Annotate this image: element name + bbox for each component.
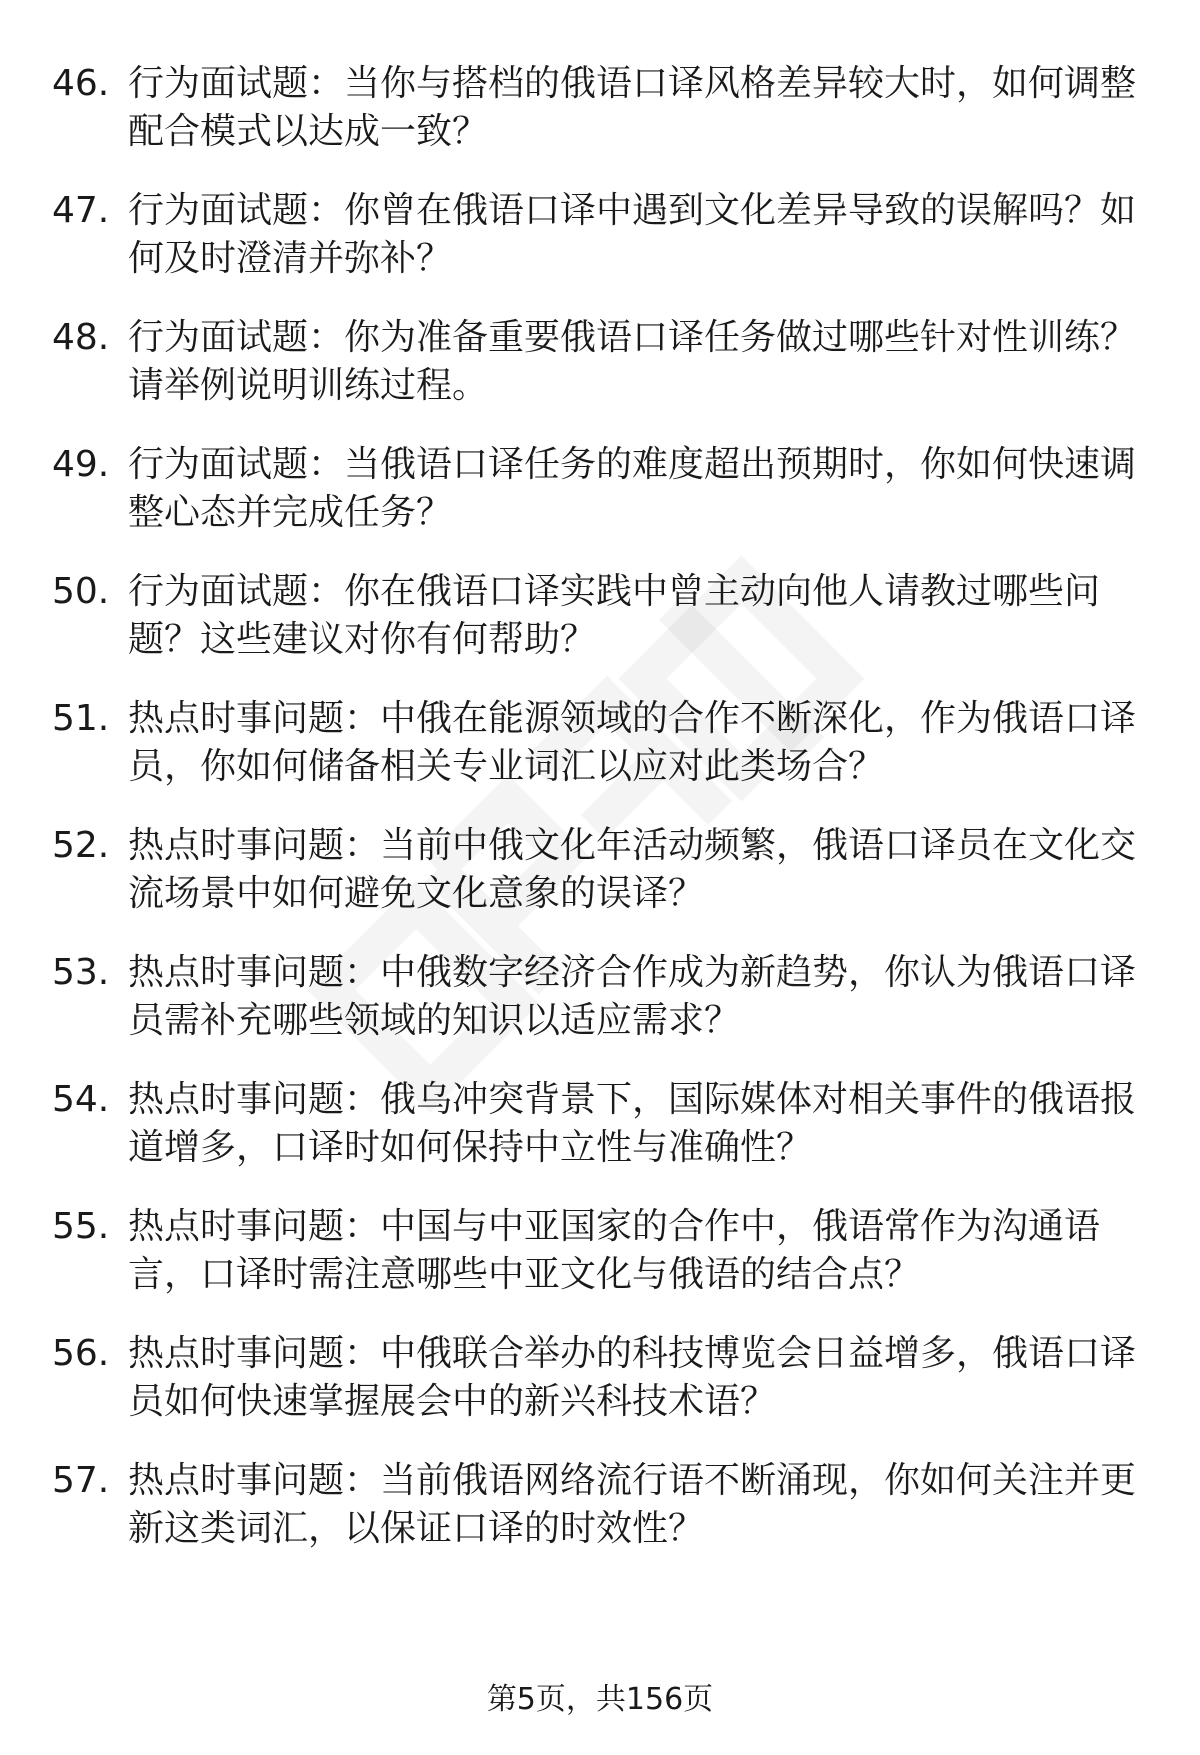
question-text: 热点时事问题：中俄联合举办的科技博览会日益增多，俄语口译员如何快速掌握展会中的新兴科技术语？ (128, 1333, 1137, 1422)
question-text: 热点时事问题：俄乌冲突背景下，国际媒体对相关事件的俄语报道增多，口译时如何保持中立性与准确性？ (128, 1079, 1137, 1168)
question-text: 热点时事问题：中俄数字经济合作成为新趋势，你认为俄语口译员需补充哪些领域的知识以适应需求？ (128, 952, 1137, 1041)
question-item (52, 949, 1152, 1076)
question-number: 48. (52, 317, 110, 358)
question-number: 54. (52, 1079, 110, 1120)
question-number: 50. (52, 571, 110, 612)
question-number: 47. (52, 190, 110, 231)
question-text: 热点时事问题：中俄在能源领域的合作不断深化，作为俄语口译员，你如何储备相关专业词汇以应对此类场合？ (128, 698, 1137, 787)
question-text: 行为面试题：你曾在俄语口译中遇到文化差异导致的误解吗？如何及时澄清并弥补？ (128, 190, 1137, 279)
question-number: 56. (52, 1333, 110, 1374)
question-item (52, 1203, 1152, 1330)
question-text: 行为面试题：当你与搭档的俄语口译风格差异较大时，如何调整配合模式以达成一致？ (128, 63, 1137, 152)
question-text: 行为面试题：你为准备重要俄语口译任务做过哪些针对性训练？请举例说明训练过程。 (128, 317, 1137, 406)
question-item (52, 60, 1152, 187)
question-number: 55. (52, 1206, 110, 1247)
question-item (52, 441, 1152, 568)
page-footer: 第5页，共156页 (486, 1682, 714, 1717)
question-item (52, 187, 1152, 314)
question-text: 热点时事问题：中国与中亚国家的合作中，俄语常作为沟通语言，口译时需注意哪些中亚文化与俄语的结合点？ (128, 1206, 1101, 1295)
question-item (52, 1076, 1152, 1203)
question-text: 行为面试题：你在俄语口译实践中曾主动向他人请教过哪些问题？这些建议对你有何帮助？ (128, 571, 1101, 660)
question-number: 57. (52, 1460, 110, 1501)
question-text: 热点时事问题：当前中俄文化年活动频繁，俄语口译员在文化交流场景中如何避免文化意象的误译？ (128, 825, 1137, 914)
question-number: 51. (52, 698, 110, 739)
question-item (52, 695, 1152, 822)
question-item (52, 1330, 1152, 1457)
question-item (52, 568, 1152, 695)
question-number: 49. (52, 444, 110, 485)
question-item (52, 314, 1152, 441)
question-text: 行为面试题：当俄语口译任务的难度超出预期时，你如何快速调整心态并完成任务？ (128, 444, 1137, 533)
question-list (52, 60, 1152, 1584)
question-number: 46. (52, 63, 110, 104)
question-item (52, 822, 1152, 949)
question-text: 热点时事问题：当前俄语网络流行语不断涌现，你如何关注并更新这类词汇，以保证口译的时效性？ (128, 1460, 1137, 1549)
question-number: 52. (52, 825, 110, 866)
question-item (52, 1457, 1152, 1584)
question-number: 53. (52, 952, 110, 993)
